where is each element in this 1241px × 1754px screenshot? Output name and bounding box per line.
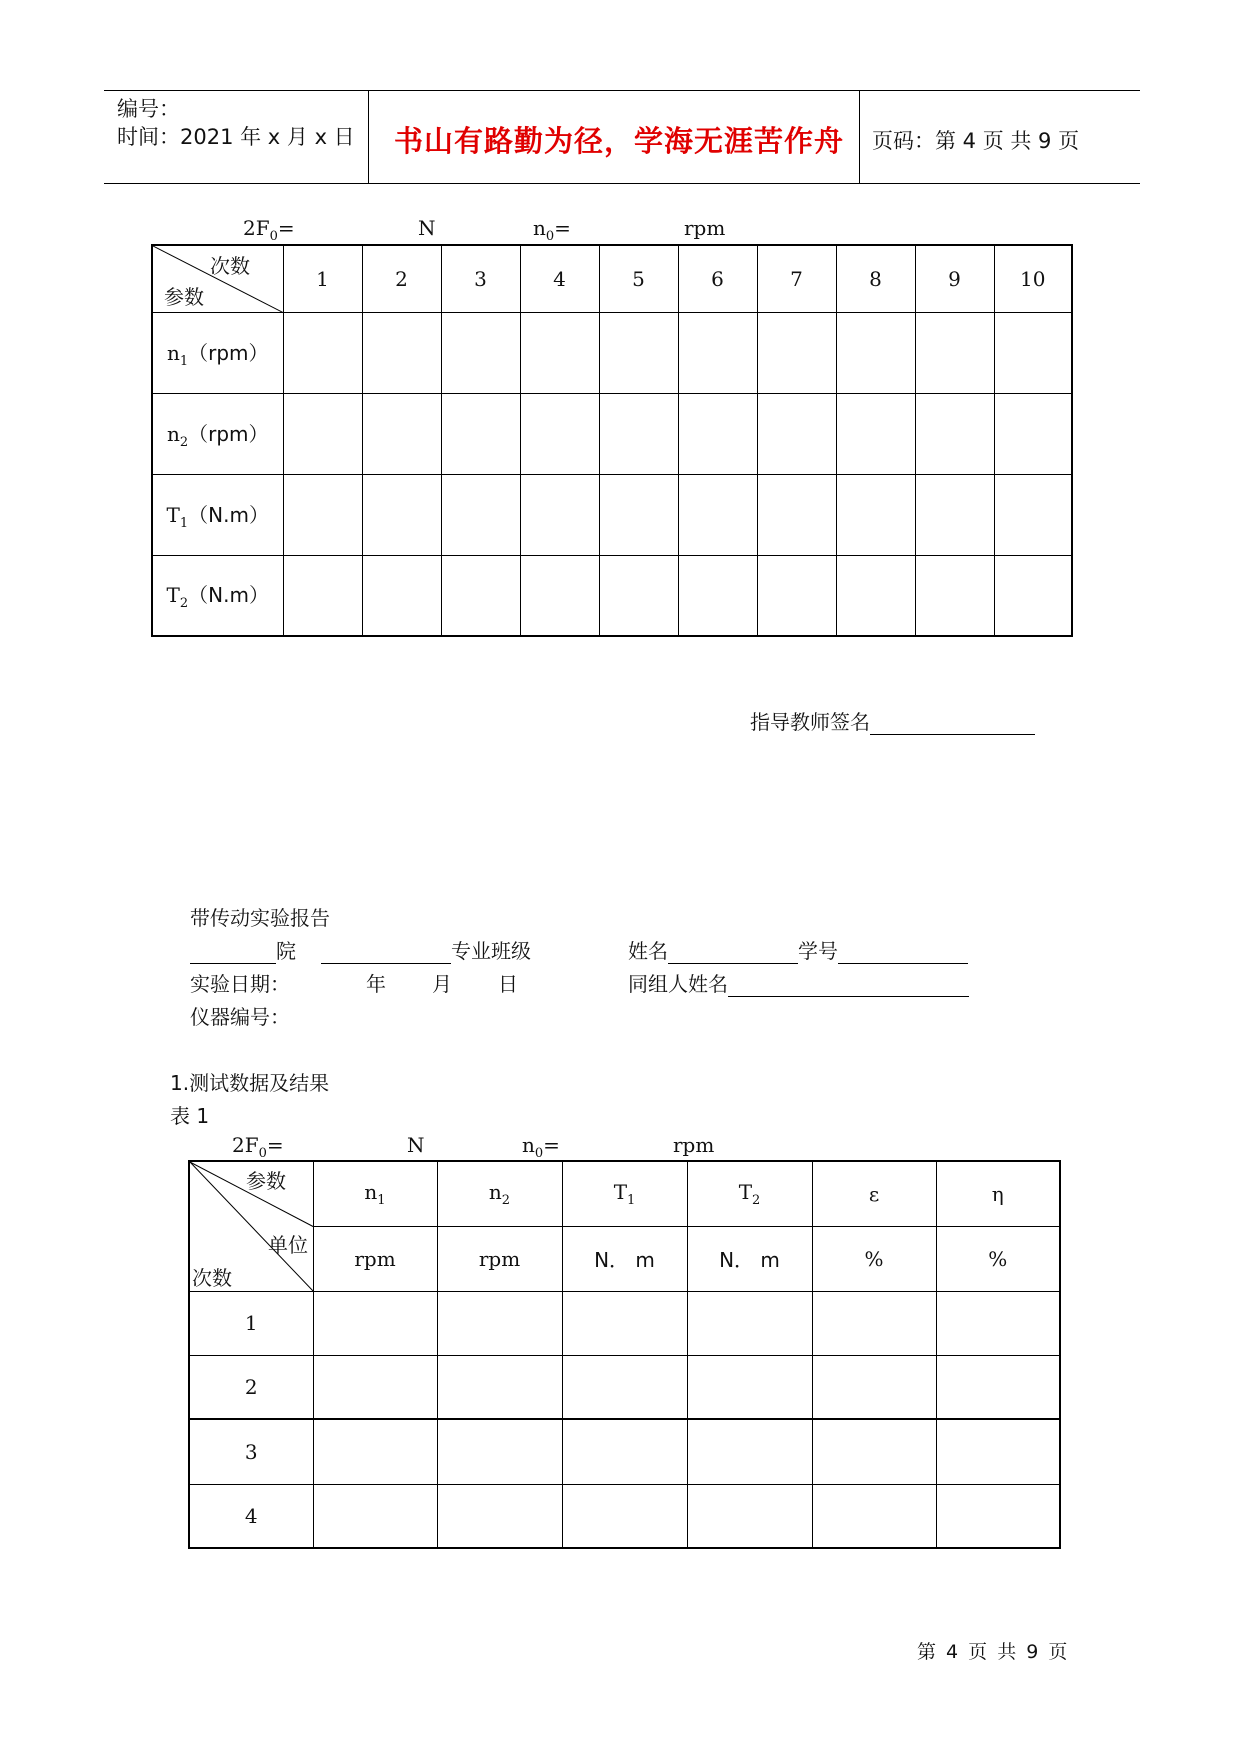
table-a-cell[interactable] xyxy=(283,555,362,636)
table-a-cell[interactable] xyxy=(520,555,599,636)
table-a-cell[interactable] xyxy=(441,312,520,393)
report-group-line xyxy=(628,968,969,997)
table-a-col-4: 4 xyxy=(520,245,599,312)
table-b xyxy=(188,1160,1061,1549)
year-label: 年 xyxy=(366,972,386,996)
student-id-field[interactable] xyxy=(838,945,968,964)
table-a-col-2: 2 xyxy=(362,245,441,312)
table-a-cell[interactable] xyxy=(362,393,441,474)
table-a-cell[interactable] xyxy=(915,555,994,636)
table-a-cell[interactable] xyxy=(757,555,836,636)
table-b-cell[interactable] xyxy=(812,1291,936,1355)
table-a-cell[interactable] xyxy=(836,555,915,636)
table-a-cell[interactable] xyxy=(915,393,994,474)
table-a-col-5: 5 xyxy=(599,245,678,312)
table-a-cell[interactable] xyxy=(994,474,1072,555)
table-a-cell[interactable] xyxy=(599,474,678,555)
date-label: 实验日期： xyxy=(190,972,290,996)
table-b-cell[interactable] xyxy=(562,1484,687,1548)
table-b-param-row xyxy=(189,1161,1060,1226)
table-b-unit: rpm xyxy=(437,1226,562,1291)
table-b-corner-unit: 单位 xyxy=(268,1233,308,1257)
table-b-param-epsilon: ε xyxy=(812,1161,936,1226)
report-major-line xyxy=(321,935,531,964)
table-b-unit: N． m xyxy=(562,1226,687,1291)
table-a-cell[interactable] xyxy=(994,555,1072,636)
table-a-col-1: 1 xyxy=(283,245,362,312)
group-members-field[interactable] xyxy=(728,978,969,997)
table-b-row xyxy=(189,1419,1060,1484)
table-a-speed-label: $n_0=$ xyxy=(533,216,571,244)
table-b-corner-param: 参数 xyxy=(246,1169,286,1193)
table-a-col-10: 10 xyxy=(994,245,1072,312)
table-a xyxy=(151,244,1073,637)
table-a-row-label: $T_2(N.m)$ xyxy=(152,555,283,636)
header-top-rule xyxy=(104,90,1140,91)
header-bottom-rule xyxy=(104,183,1140,184)
table-b-cell[interactable] xyxy=(936,1355,1060,1419)
table-a-col-6: 6 xyxy=(678,245,757,312)
table-b-cell[interactable] xyxy=(437,1291,562,1355)
header-number-label: 编号： xyxy=(117,97,180,121)
table-a-row-n2 xyxy=(152,393,1072,474)
table-a-col-8: 8 xyxy=(836,245,915,312)
header-divider-right xyxy=(859,90,860,184)
table-a-cell[interactable] xyxy=(915,474,994,555)
table-a-cell[interactable] xyxy=(362,312,441,393)
table-a-cell[interactable] xyxy=(283,393,362,474)
table-b-param-n2: $n_2$ xyxy=(437,1161,562,1226)
table-a-force-unit: N xyxy=(418,216,436,240)
table-a-cell[interactable] xyxy=(678,312,757,393)
table-b-row-number: 3 xyxy=(189,1419,313,1484)
table-b-cell[interactable] xyxy=(812,1355,936,1419)
table-b-row xyxy=(189,1355,1060,1419)
table-b-unit: N． m xyxy=(687,1226,812,1291)
table-b-cell[interactable] xyxy=(313,1484,437,1548)
table-a-cell[interactable] xyxy=(520,312,599,393)
table-b-unit: % xyxy=(936,1226,1060,1291)
table-b-cell[interactable] xyxy=(687,1419,812,1484)
month-label: 月 xyxy=(432,972,452,996)
table-a-cell[interactable] xyxy=(678,474,757,555)
table-b-unit: rpm xyxy=(313,1226,437,1291)
table-b-cell[interactable] xyxy=(812,1419,936,1484)
table-a-cell[interactable] xyxy=(994,312,1072,393)
table-a-row-label: $n_2(rpm)$ xyxy=(152,393,283,474)
table-a-cell[interactable] xyxy=(283,474,362,555)
table-b-cell[interactable] xyxy=(562,1419,687,1484)
table-a-cell[interactable] xyxy=(441,393,520,474)
table-a-cell[interactable] xyxy=(757,474,836,555)
table-b-cell[interactable] xyxy=(562,1291,687,1355)
table-a-cell[interactable] xyxy=(362,555,441,636)
table-b-cell[interactable] xyxy=(562,1355,687,1419)
table-a-cell[interactable] xyxy=(678,393,757,474)
college-label: 院 xyxy=(276,939,296,963)
college-field[interactable] xyxy=(190,945,276,964)
report-college-line xyxy=(190,935,296,964)
table-caption: 表 1 xyxy=(170,1104,210,1128)
table-b-cell[interactable] xyxy=(437,1484,562,1548)
table-a-cell[interactable] xyxy=(599,555,678,636)
table-b-cell[interactable] xyxy=(437,1419,562,1484)
table-a-cell[interactable] xyxy=(994,393,1072,474)
table-a-row-label: $n_1(rpm)$ xyxy=(152,312,283,393)
table-a-corner-bottom: 参数 xyxy=(164,285,204,309)
table-b-unit-row xyxy=(189,1226,1060,1291)
table-a-col-7: 7 xyxy=(757,245,836,312)
table-b-cell[interactable] xyxy=(313,1291,437,1355)
report-title: 带传动实验报告 xyxy=(190,906,330,930)
table-a-row-n1 xyxy=(152,312,1072,393)
name-field[interactable] xyxy=(668,945,798,964)
table-a-cell[interactable] xyxy=(836,393,915,474)
table-a-cell[interactable] xyxy=(520,474,599,555)
group-members-label: 同组人姓名 xyxy=(628,972,728,996)
table-b-cell[interactable] xyxy=(812,1484,936,1548)
major-class-label: 专业班级 xyxy=(451,939,531,963)
table-a-cell[interactable] xyxy=(757,312,836,393)
table-a-cell[interactable] xyxy=(836,474,915,555)
day-label: 日 xyxy=(498,972,518,996)
table-b-corner-cell xyxy=(189,1161,313,1291)
table-b-cell[interactable] xyxy=(687,1484,812,1548)
table-b-speed-unit: rpm xyxy=(673,1133,715,1157)
footer-page-number: 第 4 页 共 9 页 xyxy=(917,1641,1070,1663)
table-b-row xyxy=(189,1291,1060,1355)
teacher-signature-label: 指导教师签名 xyxy=(750,710,870,734)
table-a-cell[interactable] xyxy=(362,474,441,555)
name-label: 姓名 xyxy=(628,939,668,963)
table-b-cell[interactable] xyxy=(687,1291,812,1355)
header-motto: 书山有路勤为径，学海无涯苦作舟 xyxy=(394,124,845,158)
table-b-cell[interactable] xyxy=(437,1355,562,1419)
instrument-label: 仪器编号： xyxy=(190,1005,290,1029)
table-b-force-unit: N xyxy=(407,1133,425,1157)
report-name-line xyxy=(628,935,968,964)
header-time-label: 时间：2021 年 x 月 x 日 xyxy=(117,125,355,149)
table-a-row-t2 xyxy=(152,555,1072,636)
table-a-cell[interactable] xyxy=(441,555,520,636)
table-a-header-row xyxy=(152,245,1072,312)
table-b-param-t1: $T_1$ xyxy=(562,1161,687,1226)
table-a-cell[interactable] xyxy=(757,393,836,474)
table-a-speed-unit: rpm xyxy=(684,216,726,240)
table-a-col-3: 3 xyxy=(441,245,520,312)
table-a-corner-cell xyxy=(152,245,283,312)
student-id-label: 学号 xyxy=(798,939,838,963)
table-b-param-n1: $n_1$ xyxy=(313,1161,437,1226)
section-heading: 1.测试数据及结果 xyxy=(170,1071,330,1095)
table-a-col-9: 9 xyxy=(915,245,994,312)
major-class-field[interactable] xyxy=(321,945,451,964)
table-b-cell[interactable] xyxy=(936,1419,1060,1484)
table-a-row-t1 xyxy=(152,474,1072,555)
table-a-cell[interactable] xyxy=(520,393,599,474)
table-b-cell[interactable] xyxy=(313,1419,437,1484)
table-a-force-label: $2F_0=$ xyxy=(243,216,295,244)
table-b-force-label: $2F_0=$ xyxy=(232,1133,284,1161)
table-b-corner-count: 次数 xyxy=(192,1266,232,1290)
table-a-row-label: $T_1(N.m)$ xyxy=(152,474,283,555)
table-a-cell[interactable] xyxy=(599,393,678,474)
table-a-cell[interactable] xyxy=(678,555,757,636)
table-b-unit: % xyxy=(812,1226,936,1291)
table-b-cell[interactable] xyxy=(687,1355,812,1419)
table-a-cell[interactable] xyxy=(915,312,994,393)
table-b-cell[interactable] xyxy=(313,1355,437,1419)
table-b-cell[interactable] xyxy=(936,1291,1060,1355)
teacher-signature xyxy=(750,706,1035,735)
table-b-speed-label: $n_0=$ xyxy=(522,1133,560,1161)
table-b-row-number: 4 xyxy=(189,1484,313,1548)
table-b-row xyxy=(189,1484,1060,1548)
header-divider-left xyxy=(368,90,369,184)
table-a-cell[interactable] xyxy=(599,312,678,393)
table-a-corner-top: 次数 xyxy=(210,254,250,278)
table-b-row-number: 1 xyxy=(189,1291,313,1355)
table-a-cell[interactable] xyxy=(836,312,915,393)
table-b-param-t2: $T_2$ xyxy=(687,1161,812,1226)
table-a-cell[interactable] xyxy=(441,474,520,555)
table-b-row-number: 2 xyxy=(189,1355,313,1419)
teacher-signature-line[interactable] xyxy=(870,716,1035,735)
table-a-cell[interactable] xyxy=(283,312,362,393)
table-b-param-eta: η xyxy=(936,1161,1060,1226)
table-b-cell[interactable] xyxy=(936,1484,1060,1548)
header-page-label: 页码：第 4 页 共 9 页 xyxy=(872,129,1080,153)
